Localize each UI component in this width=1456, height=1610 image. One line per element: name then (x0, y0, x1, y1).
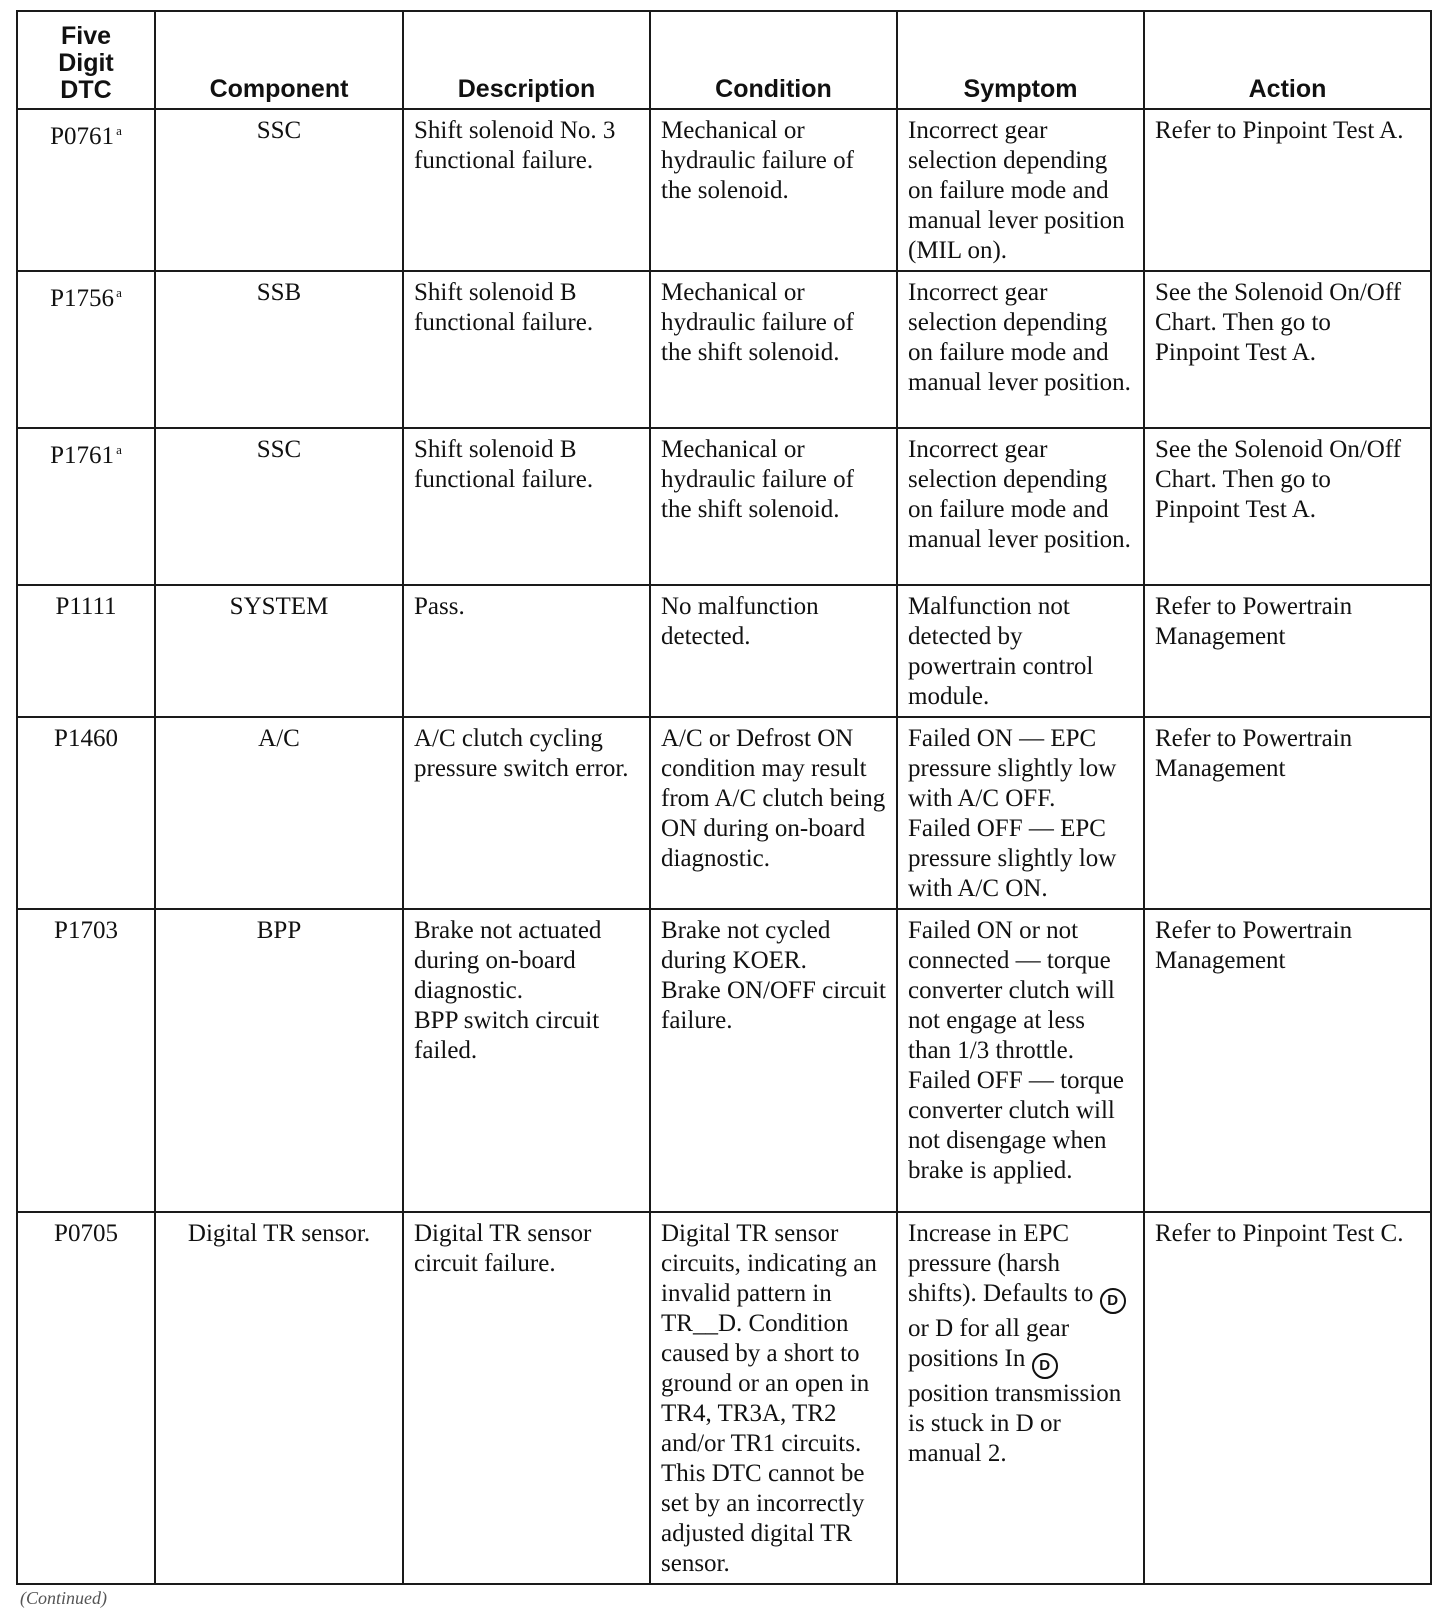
dtc-code-cell (17, 1212, 155, 1584)
component-cell: SSC (155, 109, 403, 271)
table-row (17, 1212, 1431, 1584)
symptom-cell (897, 1212, 1144, 1584)
dtc-code: P1460 (54, 725, 118, 752)
dtc-code: P0705 (54, 1220, 118, 1247)
component-cell: Digital TR sensor. (155, 1212, 403, 1584)
dtc-code-cell (17, 909, 155, 1212)
description-cell: Pass. (403, 585, 650, 717)
description-cell: Brake not actuated during on-board diagnostic. BPP switch circuit failed. (403, 909, 650, 1212)
table-row (17, 428, 1431, 585)
dtc-code: P1111 (55, 593, 117, 620)
table-row (17, 109, 1431, 271)
header-dtc: Five Digit DTC (17, 11, 155, 109)
footnote-marker: a (116, 442, 122, 457)
action-cell: Refer to Powertrain Management (1144, 717, 1431, 909)
action-cell: Refer to Pinpoint Test C. (1144, 1212, 1431, 1584)
footnote-marker: a (116, 123, 122, 138)
footnote-marker: a (116, 285, 122, 300)
description-cell: Shift solenoid B functional failure. (403, 271, 650, 428)
component-cell: SYSTEM (155, 585, 403, 717)
dtc-code: P0761 (50, 123, 115, 150)
dtc-code-cell (17, 717, 155, 909)
table-row (17, 271, 1431, 428)
dtc-code: P1703 (54, 917, 118, 944)
description-cell: A/C clutch cycling pressure switch error. (403, 717, 650, 909)
condition-cell: Mechanical or hydraulic failure of the shift solenoid. (650, 428, 897, 585)
symptom-cell: Incorrect gear selection depending on failure mode and manual lever position. (897, 271, 1144, 428)
circled-d-icon: D (1032, 1353, 1058, 1379)
header-description: Description (403, 11, 650, 109)
continued-note: (Continued) (20, 1588, 107, 1608)
header-action: Action (1144, 11, 1431, 109)
symptom-text-a: Increase in EPC pressure (harsh shifts). Defaults to (908, 1220, 1100, 1307)
table-row (17, 717, 1431, 909)
header-condition: Condition (650, 11, 897, 109)
condition-cell: Digital TR sensor circuits, indicating an invalid pattern in TR__D. Condition caused by a short to ground or an open in TR4, TR3A, TR2 and/or TR1 circuits. This DTC cannot be set by an incorrectly adjusted digital TR sensor. (650, 1212, 897, 1584)
symptom-cell: Malfunction not detected by powertrain control module. (897, 585, 1144, 717)
header-symptom: Symptom (897, 11, 1144, 109)
circled-d-icon: D (1100, 1288, 1126, 1314)
dtc-code-cell (17, 109, 155, 271)
dtc-code-cell (17, 585, 155, 717)
action-cell: See the Solenoid On/Off Chart. Then go to Pinpoint Test A. (1144, 428, 1431, 585)
symptom-text-b: or D for all gear positions In (908, 1315, 1070, 1372)
symptom-cell: Failed ON — EPC pressure slightly low with A/C OFF. Failed OFF — EPC pressure slightly low with A/C ON. (897, 717, 1144, 909)
table-row (17, 909, 1431, 1212)
table-row (17, 585, 1431, 717)
symptom-text-c: position transmission is stuck in D or manual 2. (908, 1380, 1122, 1467)
condition-cell: Mechanical or hydraulic failure of the solenoid. (650, 109, 897, 271)
header-row (17, 11, 1431, 109)
component-cell: A/C (155, 717, 403, 909)
dtc-table-page (16, 10, 1430, 1585)
dtc-code: P1761 (50, 442, 115, 469)
symptom-cell: Failed ON or not connected — torque converter clutch will not engage at less than 1/3 throttle. Failed OFF — torque converter clutch will not disengage when brake is applied. (897, 909, 1144, 1212)
dtc-code-cell (17, 428, 155, 585)
symptom-cell: Incorrect gear selection depending on failure mode and manual lever position (MIL on). (897, 109, 1144, 271)
dtc-code-cell (17, 271, 155, 428)
action-cell: Refer to Powertrain Management (1144, 909, 1431, 1212)
action-cell: Refer to Pinpoint Test A. (1144, 109, 1431, 271)
dtc-table (16, 10, 1432, 1585)
action-cell: Refer to Powertrain Management (1144, 585, 1431, 717)
component-cell: SSB (155, 271, 403, 428)
action-cell: See the Solenoid On/Off Chart. Then go to Pinpoint Test A. (1144, 271, 1431, 428)
component-cell: SSC (155, 428, 403, 585)
description-cell: Digital TR sensor circuit failure. (403, 1212, 650, 1584)
description-cell: Shift solenoid No. 3 functional failure. (403, 109, 650, 271)
condition-cell: Brake not cycled during KOER. Brake ON/OFF circuit failure. (650, 909, 897, 1212)
dtc-code: P1756 (50, 285, 115, 312)
condition-cell: Mechanical or hydraulic failure of the shift solenoid. (650, 271, 897, 428)
component-cell: BPP (155, 909, 403, 1212)
condition-cell: No malfunction detected. (650, 585, 897, 717)
header-component: Component (155, 11, 403, 109)
description-cell: Shift solenoid B functional failure. (403, 428, 650, 585)
symptom-cell: Incorrect gear selection depending on failure mode and manual lever position. (897, 428, 1144, 585)
condition-cell: A/C or Defrost ON condition may result from A/C clutch being ON during on-board diagnostic. (650, 717, 897, 909)
